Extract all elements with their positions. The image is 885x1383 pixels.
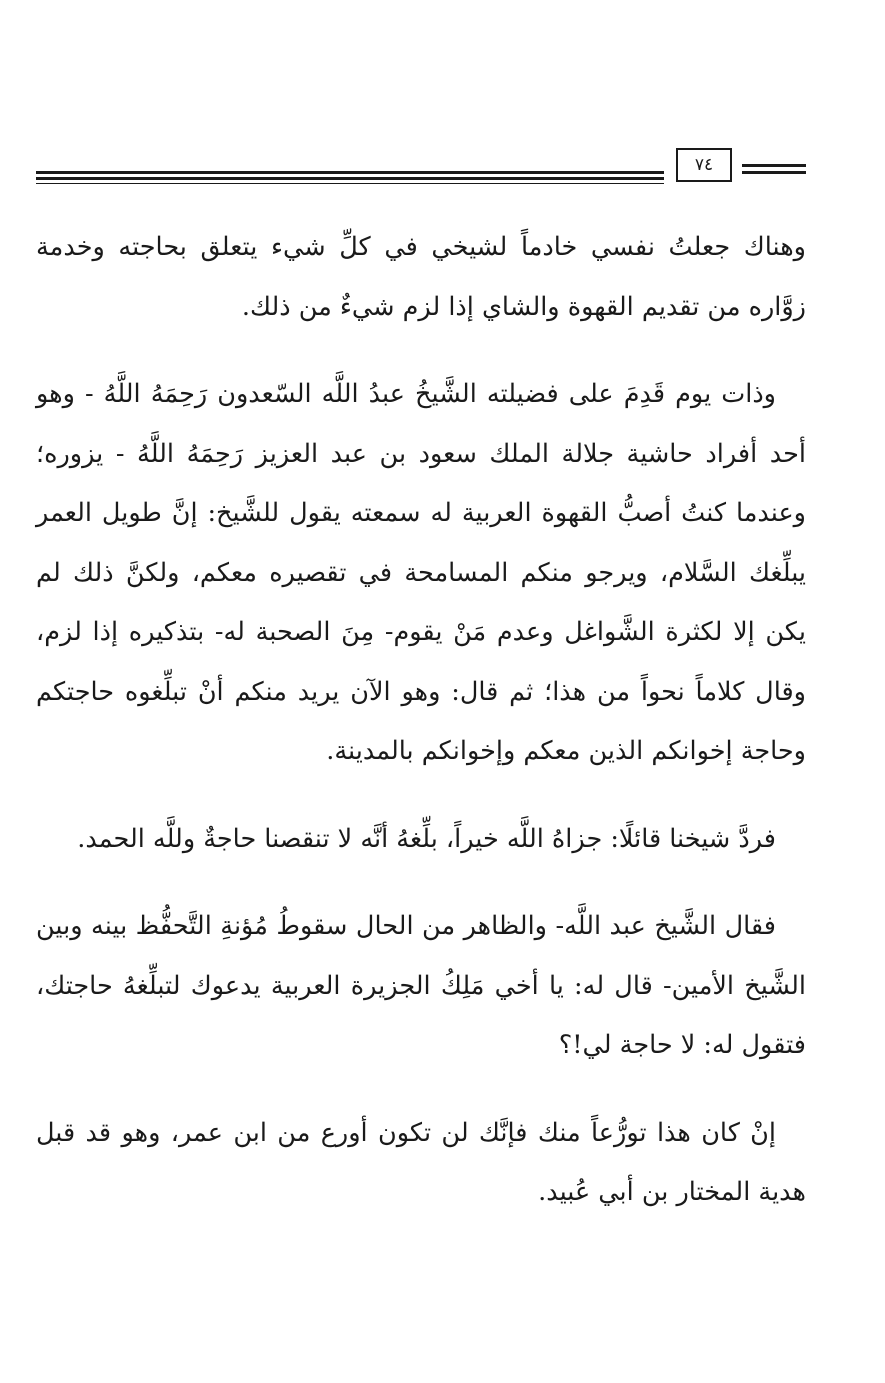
paragraph: فردَّ شيخنا قائلًا: جزاهُ اللَّه خيراً، بلِّغهُ أنَّه لا تنقصنا حاجةٌ وللَّه الحمد. (77, 823, 776, 854)
header-rule (36, 177, 664, 180)
header-rule-short (742, 171, 806, 174)
paragraph: وهناك جعلتُ نفسي خادماً لشيخي في كلِّ شيء يتعلق بحاجته وخدمة زوَّاره من تقديم القهوة والشاي إذا لزم شيءٌ من ذلك. (36, 232, 806, 322)
paragraph: فقال الشَّيخ عبد اللَّه- والظاهر من الحال سقوطُ مُؤنةِ التَّحفُّظ بينه وبين الشَّيخ الأمين- قال له: يا أخي مَلِكُ الجزيرة العربية يدعوك لتبلِّغهُ حاجتك، فتقول له: لا حاجة لي!؟ (36, 911, 806, 1060)
paragraph: وذات يوم قَدِمَ على فضيلته الشَّيخُ عبدُ اللَّه السّعدون رَحِمَهُ اللَّهُ - وهو أحد أفراد حاشية جلالة الملك سعود بن عبد العزيز رَحِمَهُ اللَّهُ - يزوره؛ وعندما كنتُ أصبُّ القهوة العربية له سمعته يقول للشَّيخ: إنَّ طويل العمر يبلِّغك السَّلام، ويرجو منكم المسامحة في تقصيره معكم، ولكنَّ ذلك لم يكن إلا لكثرة الشَّواغل وعدم مَنْ يقوم- مِنَ الصحبة له- بتذكيره إذا لزم، وقال كلاماً نحواً من هذا؛ ثم قال: وهو الآن يريد منكم أنْ تبلِّغوه حاجتكم وحاجة إخوانكم الذين معكم وإخوانكم بالمدينة. (36, 379, 806, 766)
paragraph: إنْ كان هذا تورُّعاً منك فإنَّك لن تكون أورع من ابن عمر، وهو قد قبل هدية المختار بن أبي عُبيد. (36, 1117, 806, 1207)
page-header (36, 148, 806, 188)
body-text (36, 218, 806, 1223)
page-number: ٧٤ (676, 148, 732, 182)
header-rule (36, 183, 664, 184)
header-rule (36, 171, 664, 174)
header-rule-short (742, 164, 806, 167)
